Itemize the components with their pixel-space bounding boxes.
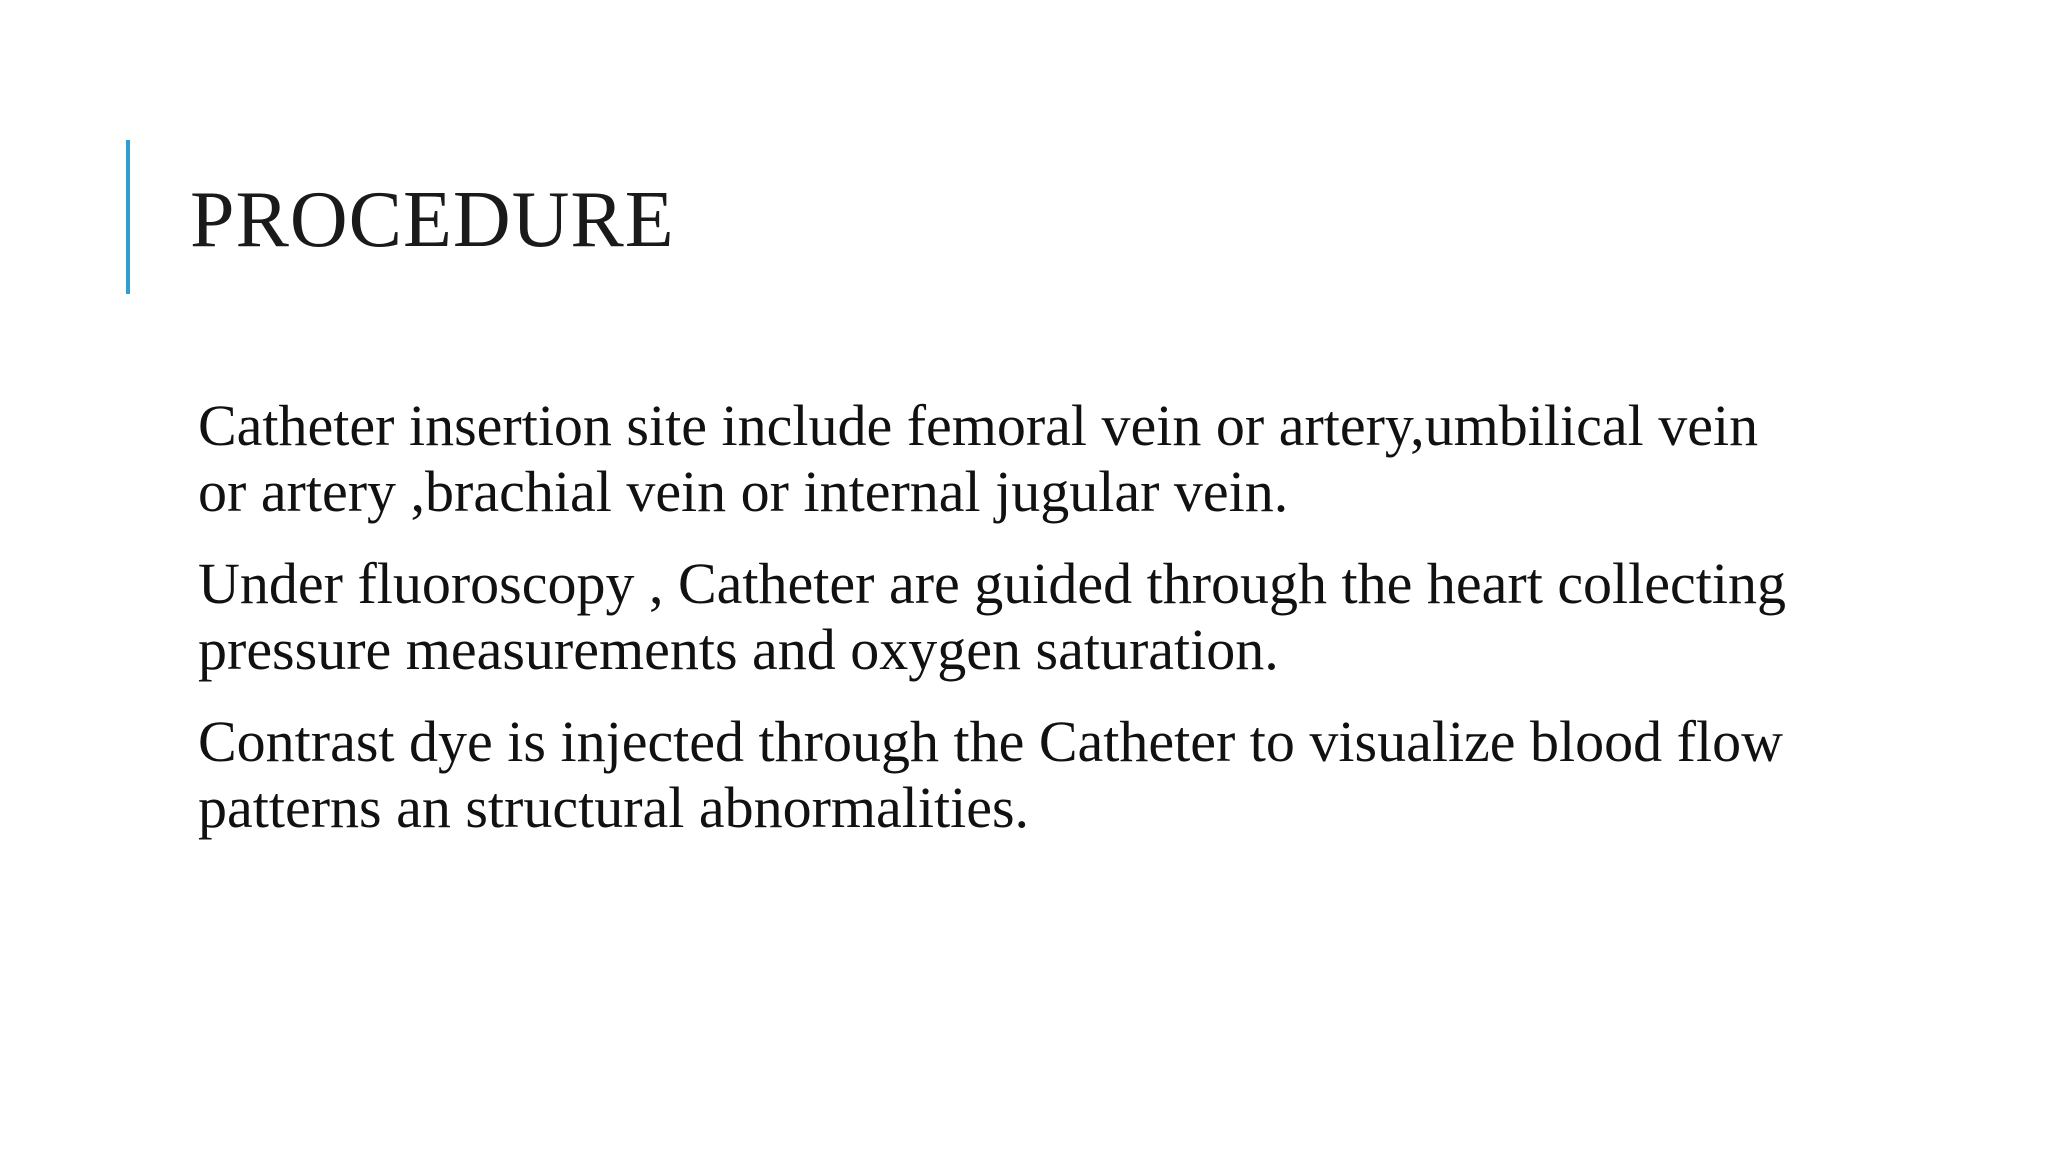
slide-title: PROCEDURE xyxy=(190,176,675,264)
title-accent-bar xyxy=(126,140,130,294)
slide-body xyxy=(198,393,1818,867)
body-paragraph-3: Contrast dye is injected through the Catheter to visualize blood flow patterns an structural abnormalities. xyxy=(198,709,1783,840)
body-paragraph-1: Catheter insertion site include femoral vein or artery,umbilical vein or artery ,brachial vein or internal jugular vein. xyxy=(198,393,1759,524)
body-paragraph-2: Under fluoroscopy , Catheter are guided through the heart collecting pressure measurements and oxygen saturation. xyxy=(198,551,1787,682)
